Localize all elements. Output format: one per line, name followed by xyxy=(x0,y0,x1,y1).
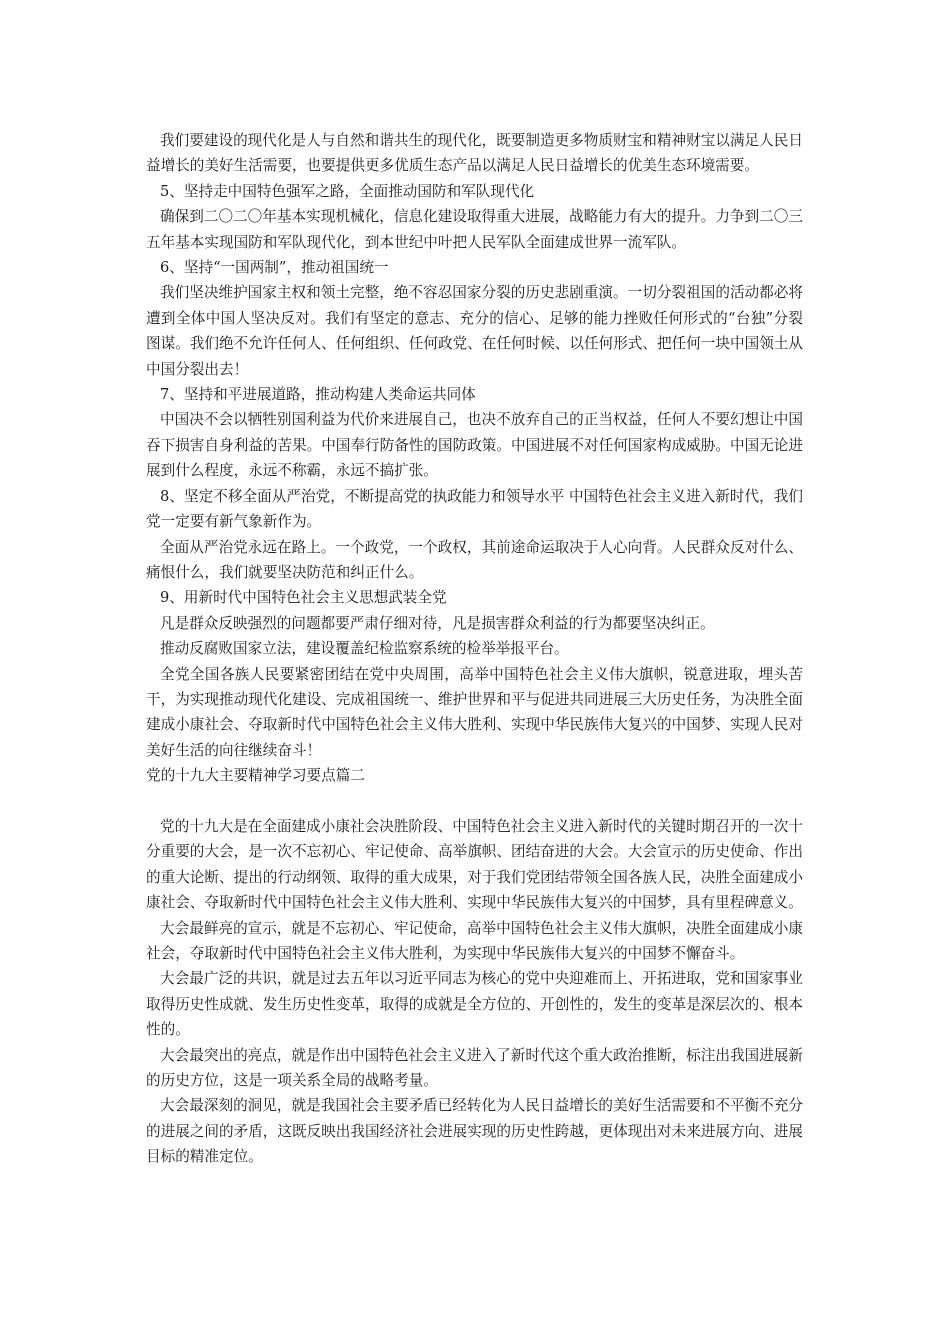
heading-item-9: 9、用新时代中国特色社会主义思想武装全党 xyxy=(160,589,447,607)
section-title: 党的十九大主要精神学习要点篇二 xyxy=(146,767,365,785)
paragraph-congress-intro: 党的十九大是在全面建成小康社会决胜阶段、中国特色社会主义进入新时代的关键时期召开的一次十分重要的大会，是一次不忘初心、牢记使命、高举旗帜、团结奋进的大会。大会宣示的历史使命、作出的重大论断、提出的行动纲领、取得的重大成果，对于我们党团结带领全国各族人民，决胜全面建成小康社会、夺取新时代中国特色社会主义伟大胜利、实现中华民族伟大复兴的中国梦，具有里程碑意义。 xyxy=(146,817,803,912)
heading-item-6: 6、坚持“一国两制”，推动祖国统一 xyxy=(160,259,389,277)
paragraph-consensus: 大会最广泛的共识，就是过去五年以习近平同志为核心的党中央迎难而上、开拓进取，党和国家事业取得历史性成就、发生历史性变革，取得的成就是全方位的、开创性的，发生的变革是深层次的、根本性的。 xyxy=(146,970,803,1039)
heading-item-8: 8、坚定不移全面从严治党，不断提高党的执政能力和领导水平 中国特色社会主义进入新时代，我们党一定要有新气象新作为。 xyxy=(146,487,803,531)
blank-line xyxy=(146,789,803,814)
paragraph-highlight: 大会最突出的亮点，就是作出中国特色社会主义进入了新时代这个重大政治推断，标注出我国进展新的历史方位，这是一项关系全局的战略考量。 xyxy=(146,1046,803,1090)
paragraph-peace: 中国决不会以牺牲别国利益为代价来进展自己，也决不放弃自己的正当权益，任何人不要幻想让中国吞下损害自身利益的苦果。中国奉行防备性的国防政策。中国进展不对任何国家构成威胁。中国无论进展到什么程度，永远不称霸，永远不搞扩张。 xyxy=(146,411,803,480)
paragraph-insight: 大会最深刻的洞见，就是我国社会主要矛盾已经转化为人民日益增长的美好生活需要和不平衡不充分的进展之间的矛盾，这既反映出我国经济社会进展实现的历史性跨越，更体现出对未来进展方向、进展目标的精准定位。 xyxy=(146,1097,803,1166)
paragraph-military: 确保到二〇二〇年基本实现机械化，信息化建设取得重大进展，战略能力有大的提升。力争到二〇三五年基本实现国防和军队现代化，到本世纪中叶把人民军队全面建成世界一流军队。 xyxy=(146,208,803,251)
heading-item-7: 7、坚持和平进展道路，推动构建人类命运共同体 xyxy=(160,386,476,404)
paragraph-party-governance: 全面从严治党永远在路上。一个政党，一个政权，其前途命运取决于人心向背。人民群众反对什么、痛恨什么，我们就要坚决防范和纠正什么。 xyxy=(146,538,803,581)
heading-item-5: 5、坚持走中国特色强军之路，全面推动国防和军队现代化 xyxy=(160,182,535,200)
paragraph-public-concerns: 凡是群众反映强烈的问题都要严肃仔细对待，凡是损害群众利益的行为都要坚决纠正。 xyxy=(160,614,715,632)
document-body xyxy=(146,128,803,1170)
paragraph-unification: 我们坚决维护国家主权和领土完整，绝不容忍国家分裂的历史悲剧重演。一切分裂祖国的活动都必将遭到全体中国人坚决反对。我们有坚定的意志、充分的信心、足够的能力挫败任何形式的“台独”分裂图谋。我们绝不允许任何人、任何组织、任何政党、在任何时候、以任何形式、把任何一块中国领土从中国分裂出去！ xyxy=(146,284,803,378)
paragraph-declaration: 大会最鲜亮的宣示，就是不忘初心、牢记使命，高举中国特色社会主义伟大旗帜，决胜全面建成小康社会，夺取新时代中国特色社会主义伟大胜利，为实现中华民族伟大复兴的中国梦不懈奋斗。 xyxy=(146,919,803,962)
paragraph-anti-corruption: 推动反腐败国家立法，建设覆盖纪检监察系统的检举举报平台。 xyxy=(160,640,569,658)
paragraph-conclusion: 全党全国各族人民要紧密团结在党中央周围，高举中国特色社会主义伟大旗帜，锐意进取，埋头苦干，为实现推动现代化建设、完成祖国统一、维护世界和平与促进共同进展三大历史任务，为决胜全面建成小康社会、夺取新时代中国特色社会主义伟大胜利、实现中华民族伟大复兴的中国梦、实现人民对美好生活的向往继续奋斗！ xyxy=(146,665,803,759)
paragraph-ecology: 我们要建设的现代化是人与自然和谐共生的现代化，既要制造更多物质财宝和精神财宝以满足人民日益增长的美好生活需要，也要提供更多优质生态产品以满足人民日益增长的优美生态环境需要。 xyxy=(146,132,803,175)
